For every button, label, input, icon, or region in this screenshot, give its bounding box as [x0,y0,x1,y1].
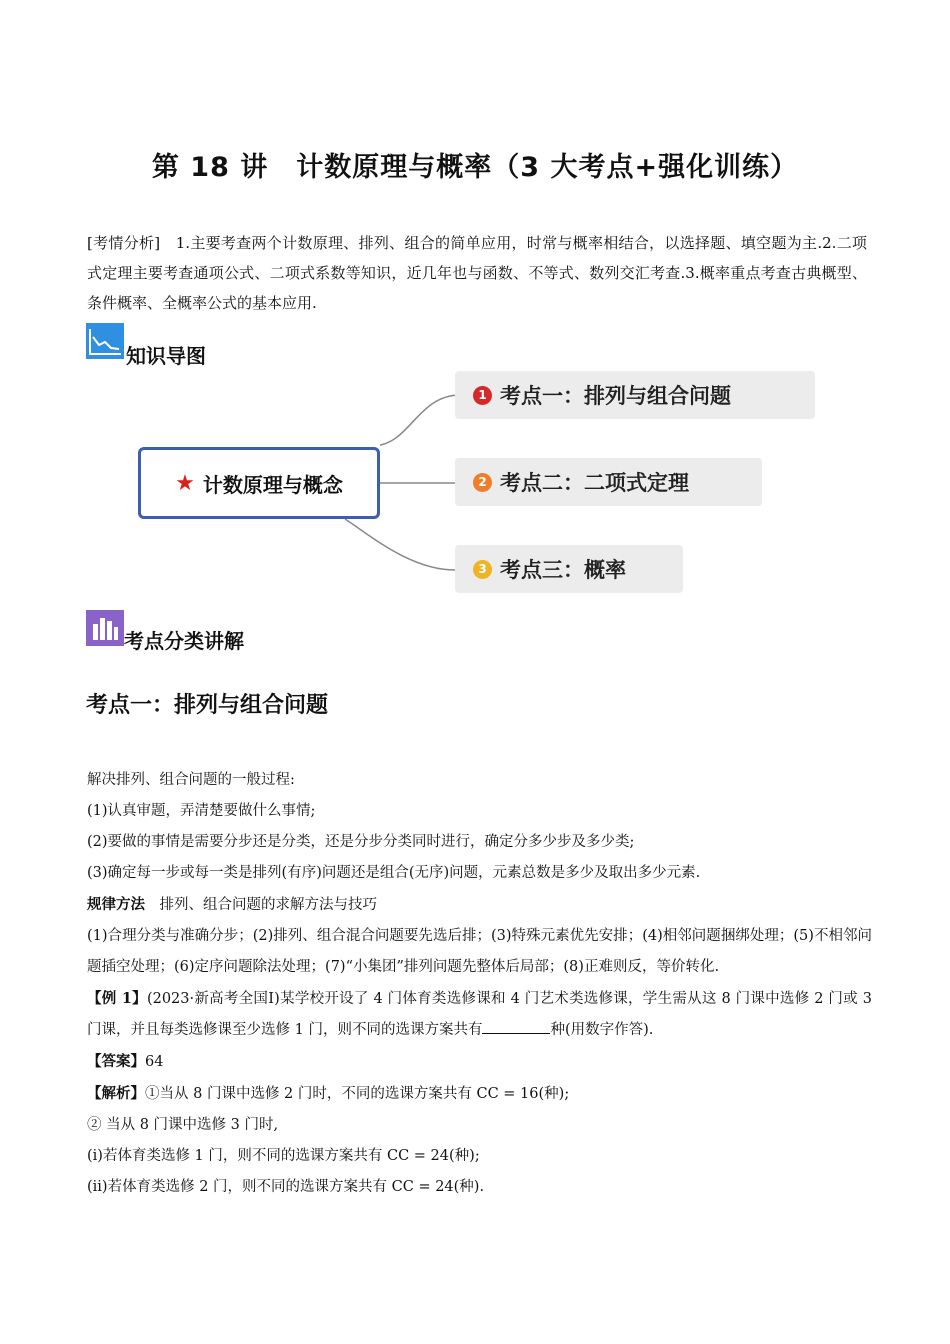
answer-value: 64 [145,1054,164,1070]
section-heading-knowledge-map: 知识导图 [126,344,206,368]
text-line: (ⅰ)若体育类选修 1 门，则不同的选课方案共有 CC = 24(种); [87,1148,480,1164]
text-line: (2)要做的事情是需要分步还是分类，还是分步分类同时进行，确定分多少步及多少类; [87,834,635,850]
example-label: 【例 1】 [87,990,147,1007]
analysis-text: ①当从 8 门课中选修 2 门时，不同的选课方案共有 CC = 16(种); [145,1086,570,1102]
number-badge-2: 2 [473,473,492,492]
branch-label-3: 考点三：概率 [500,558,626,582]
mind-map-root [138,447,380,519]
number-badge-1: 1 [473,386,492,405]
text-line: (3)确定每一步或每一类是排列(有序)问题还是组合(无序)问题，元素总数是多少及取出多少元素. [87,865,701,881]
example-paragraph [87,983,872,1046]
text-line: (ⅱ)若体育类选修 2 门，则不同的选课方案共有 CC = 24(种). [87,1179,485,1195]
mind-map-branch-1 [455,371,815,419]
answer-blank [482,1019,550,1034]
method-line [87,889,872,921]
method-label: 规律方法 [87,896,145,913]
analysis-line [87,1078,872,1110]
number-badge-3: 3 [473,560,492,579]
answer-label: 【答案】 [87,1053,145,1070]
method-text: 排列、组合问题的求解方法与技巧 [145,897,377,913]
line-chart-icon [86,323,124,359]
exam-analysis: [考情分析] 1.主要考查两个计数原理、排列、组合的简单应用，时常与概率相结合，以选择题、填空题为主.2.二项式定理主要考查通项公式、二项式系数等知识，近几年也与函数、不等式、数列交汇考查.3.概率重点考查古典概型、条件概率、全概率公式的基本应用. [87,234,867,312]
text-line: ② 当从 8 门课中选修 3 门时, [87,1117,279,1133]
root-label: 计数原理与概念 [202,472,343,497]
mind-map-branch-2 [455,458,762,506]
text-line: 解决排列、组合问题的一般过程: [87,772,295,788]
topic-body [87,765,872,1203]
mind-map [130,365,830,605]
text-line: (1)认真审题，弄清楚要做什么事情; [87,803,316,819]
topic-heading-1: 考点一：排列与组合问题 [86,693,329,718]
example-tail: 种(用数字作答). [550,1022,654,1038]
star-icon: ★ [175,470,195,496]
example-text: (2023·新高考全国Ⅰ)某学校开设了 4 门体育类选修课和 4 门艺术类选修课，学生需从这 8 门课中选修 2 门或 3 门课，并且每类选修课至少选修 1 门，则不同的选课方案共有 [87,991,872,1038]
branch-label-2: 考点二：二项式定理 [500,471,689,495]
answer-line [87,1046,872,1078]
branch-label-1: 考点一：排列与组合问题 [500,384,731,408]
analysis-label: 【解析】 [87,1085,145,1102]
bar-chart-icon [86,610,124,646]
text-paragraph: (1)合理分类与准确分步；(2)排列、组合混合问题要先选后排；(3)特殊元素优先安排；(4)相邻问题捆绑处理；(5)不相邻问题插空处理；(6)定序问题除法处理；(7)“小集团”排列问题先整体后局部；(8)正难则反，等价转化. [87,928,872,975]
page-title: 第 18 讲 计数原理与概率（3 大考点+强化训练） [151,152,799,183]
section-heading-topics: 考点分类讲解 [124,629,244,653]
mind-map-branch-3 [455,545,683,593]
